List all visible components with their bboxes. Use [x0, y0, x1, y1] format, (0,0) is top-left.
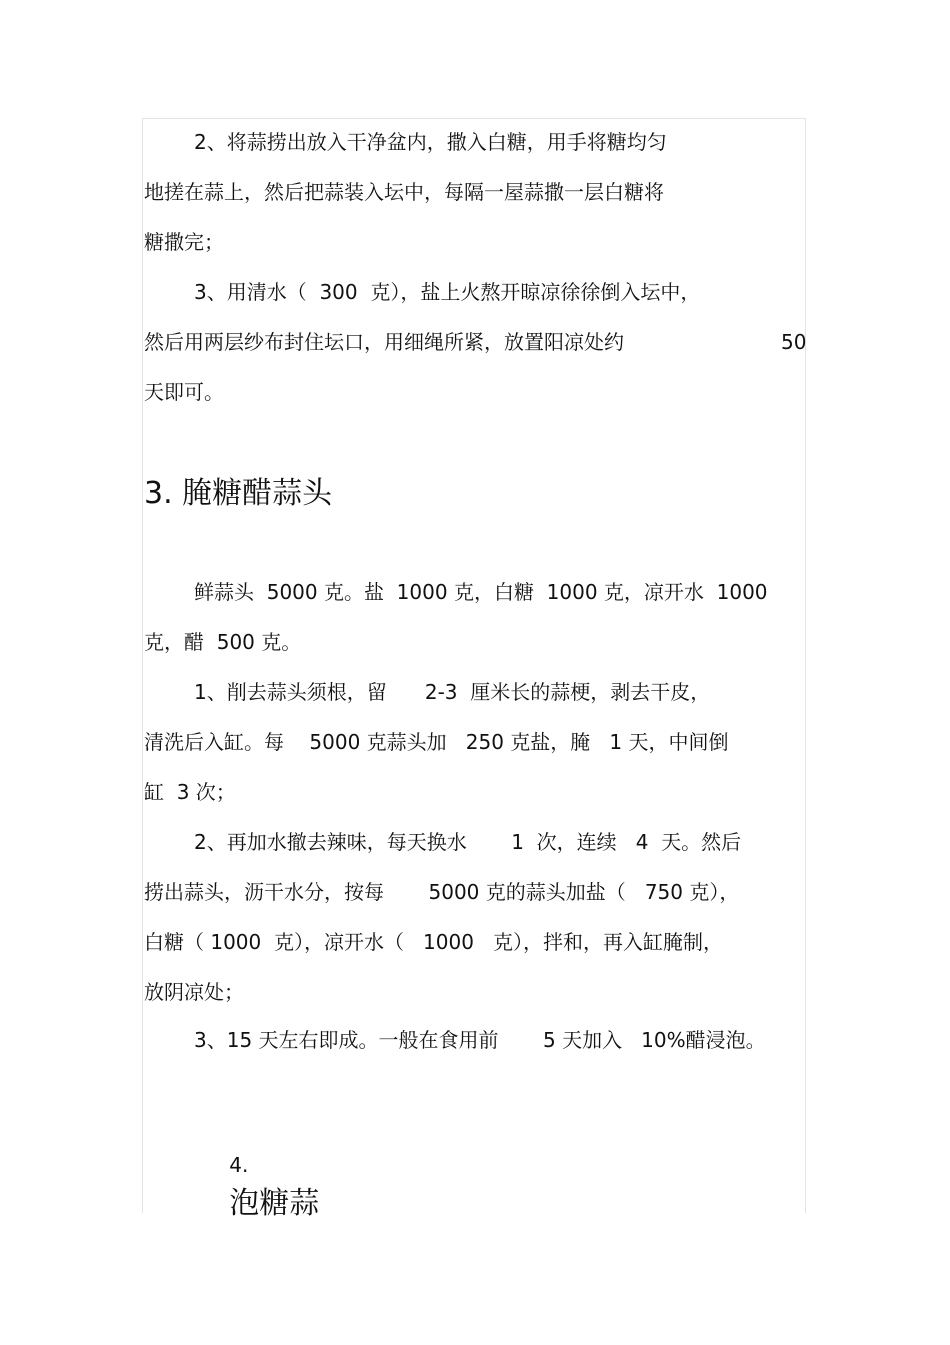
s3-step2-line1: 2、再加水撤去辣味，每天换水 1 次，连续 4 天。然后 [194, 830, 742, 854]
s3-step2-line4: 放阴凉处； [144, 980, 244, 1004]
s3-step3-line1: 3、15 天左右即成。一般在食用前 5 天加入 10%醋浸泡。 [194, 1028, 766, 1052]
s2-step2-line3: 糖撒完； [144, 230, 224, 254]
s2-step3-line3: 天即可。 [144, 380, 224, 404]
section4-number: 4. [229, 1153, 249, 1177]
section4-title: 泡糖蒜 [229, 1186, 320, 1221]
s2-step3-line1: 3、用清水（ 300 克），盐上火熬开晾凉徐徐倒入坛中， [194, 280, 701, 304]
s2-step3-line2: 然后用两层纱布封住坛口，用细绳所紧，放置阳凉处约 [144, 330, 624, 354]
s3-step1-line3: 缸 3 次； [144, 780, 236, 804]
section3-title: 3. 腌糖醋蒜头 [144, 476, 333, 511]
section4-heading [214, 1122, 319, 1222]
s3-step1-line2: 清洗后入缸。每 5000 克蒜头加 250 克盐，腌 1 天，中间倒 [144, 730, 729, 754]
s2-step3-days: 50 [781, 330, 807, 354]
s2-step2-line1: 2、将蒜捞出放入干净盆内，撒入白糖，用手将糖均匀 [194, 130, 667, 154]
s3-step1-line1: 1、削去蒜头须根，留 2-3 厘米长的蒜梗，剥去干皮， [194, 680, 711, 704]
s3-ingredients-line1: 鲜蒜头 5000 克。盐 1000 克，白糖 1000 克，凉开水 1000 [194, 580, 768, 604]
s2-step2-line2: 地搓在蒜上，然后把蒜装入坛中，每隔一屋蒜撒一层白糖将 [144, 180, 664, 204]
s3-step2-line2: 捞出蒜头，沥干水分，按每 5000 克的蒜头加盐（ 750 克）， [144, 880, 740, 904]
s3-ingredients-line2: 克，醋 500 克。 [144, 630, 302, 654]
s3-step2-line3: 白糖（ 1000 克），凉开水（ 1000 克），拌和，再入缸腌制， [144, 930, 724, 954]
